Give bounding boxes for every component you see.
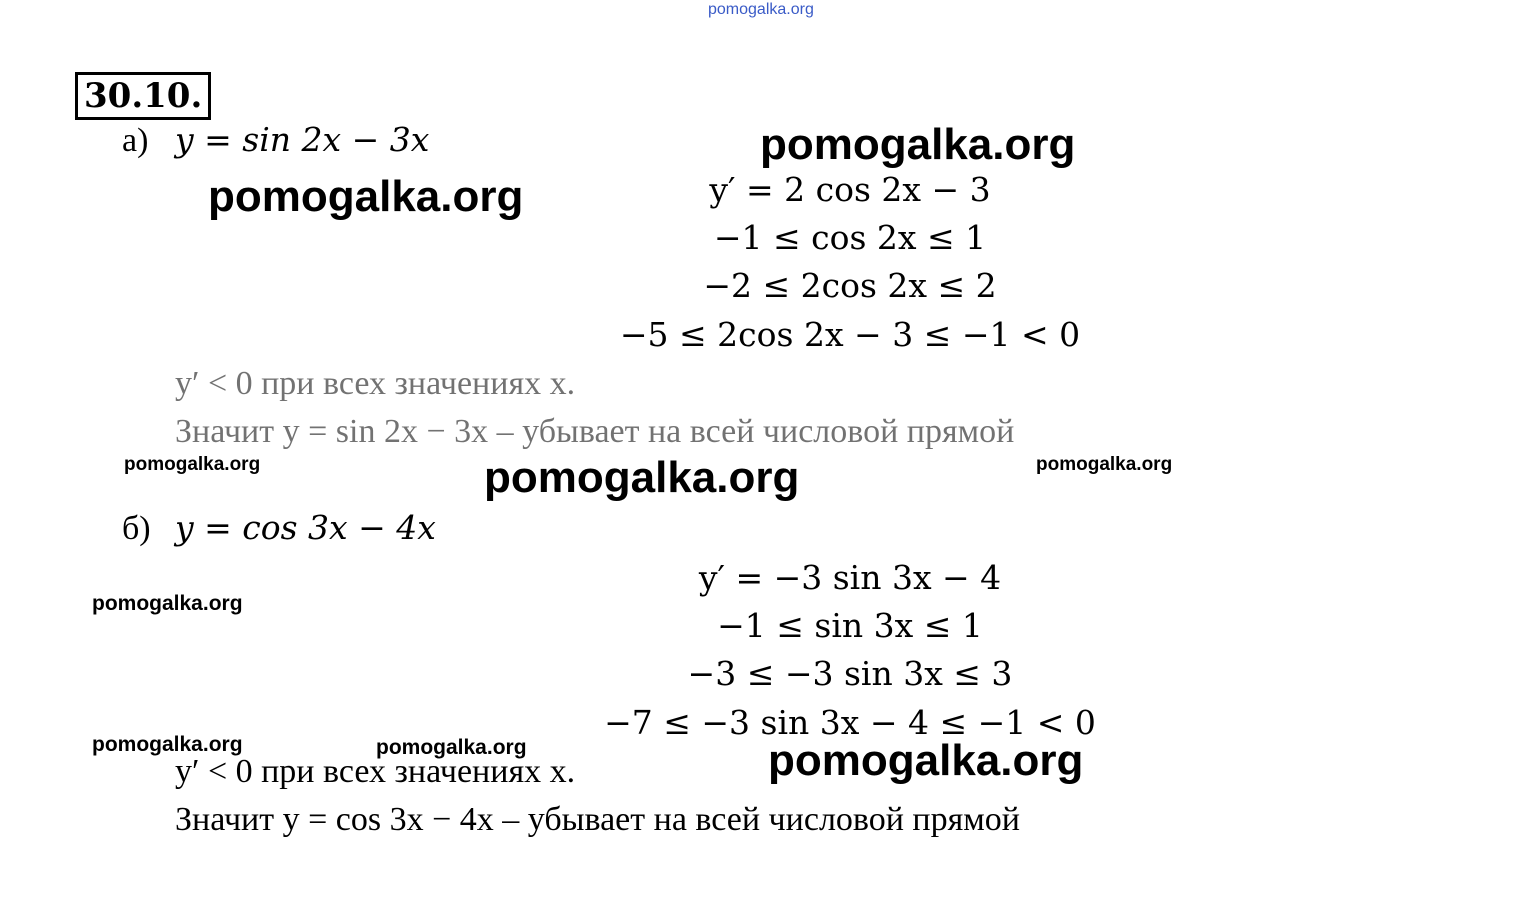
watermark: pomogalka.org — [376, 736, 527, 759]
watermark: pomogalka.org — [484, 453, 800, 502]
part-b-step-2: −1 ≤ sin 3x ≤ 1 — [717, 606, 983, 645]
part-b-step-1: y′ = −3 sin 3x − 4 — [698, 558, 1002, 597]
part-b-step-3: −3 ≤ −3 sin 3x ≤ 3 — [687, 654, 1013, 693]
part-b-function: y = cos 3x − 4x — [175, 508, 436, 547]
watermark: pomogalka.org — [208, 172, 524, 221]
part-b-conclusion-2: Значит y = cos 3x − 4x – убывает на всей числовой прямой — [175, 801, 1020, 838]
watermark: pomogalka.org — [760, 120, 1076, 169]
top-watermark: pomogalka.org — [708, 1, 814, 18]
part-a-function: y = sin 2x − 3x — [175, 120, 430, 159]
part-b-step-4: −7 ≤ −3 sin 3x − 4 ≤ −1 < 0 — [604, 703, 1096, 742]
part-a-label: а) — [122, 122, 149, 159]
part-a-conclusion-2: Значит y = sin 2x − 3x – убывает на всей числовой прямой — [175, 413, 1015, 450]
watermark: pomogalka.org — [92, 733, 243, 756]
part-a-step-4: −5 ≤ 2cos 2x − 3 ≤ −1 < 0 — [619, 315, 1081, 354]
watermark: pomogalka.org — [768, 736, 1084, 785]
part-a-step-2: −1 ≤ cos 2x ≤ 1 — [713, 218, 987, 257]
part-a-step-1: y′ = 2 cos 2x − 3 — [709, 170, 991, 209]
part-a-conclusion-1: y′ < 0 при всех значениях x. — [175, 365, 576, 402]
part-b-conclusion-1: y′ < 0 при всех значениях x. — [175, 753, 576, 790]
watermark: pomogalka.org — [1036, 454, 1173, 475]
watermark: pomogalka.org — [92, 592, 243, 615]
part-a-step-3: −2 ≤ 2cos 2x ≤ 2 — [703, 266, 997, 305]
part-b-label: б) — [122, 510, 151, 547]
watermark: pomogalka.org — [124, 454, 261, 475]
task-number: 30.10. — [75, 72, 211, 120]
